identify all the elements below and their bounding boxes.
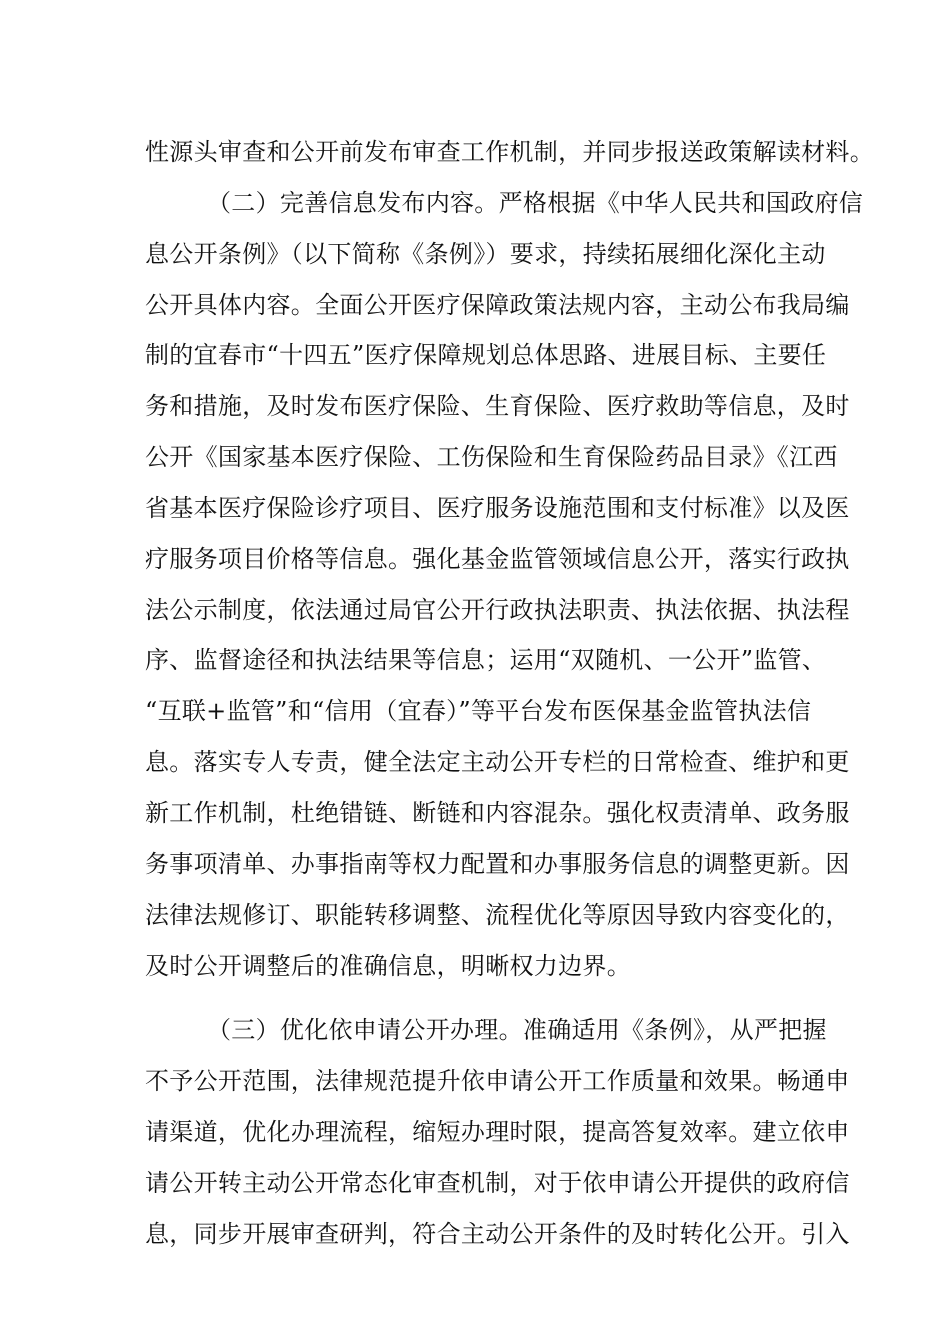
- paragraph-2-line-15: 法律法规修订、职能转移调整、流程优化等原因导致内容变化的，: [145, 900, 850, 929]
- paragraph-2-line-6: 公开《国家基本医疗保险、工伤保险和生育保险药品目录》《江西: [145, 443, 838, 472]
- paragraph-2-line-1: （二）完善信息发布内容。严格根据《中华人民共和国政府信: [207, 188, 864, 217]
- paragraph-2-line-16: 及时公开调整后的准确信息，明晰权力边界。: [145, 951, 631, 980]
- paragraph-2-line-2: 息公开条例》（以下简称《条例》）要求，持续拓展细化深化主动: [145, 239, 826, 268]
- document-body: [145, 127, 874, 1260]
- paragraph-3-line-3: 请渠道，优化办理流程，缩短办理时限，提高答复效率。建立依申: [145, 1118, 850, 1147]
- paragraph-2-line-3: 公开具体内容。全面公开医疗保障政策法规内容，主动公布我局编: [145, 290, 850, 319]
- paragraph-2-line-8: 疗服务项目价格等信息。强化基金监管领域信息公开，落实行政执: [145, 544, 850, 573]
- paragraph-2-line-11: “互联+监管”和“信用（宜春）”等平台发布医保基金监管执法信: [145, 697, 812, 726]
- paragraph-2-line-13: 新工作机制，杜绝错链、断链和内容混杂。强化权责清单、政务服: [145, 798, 850, 827]
- paragraph-3-line-4: 请公开转主动公开常态化审查机制，对于依申请公开提供的政府信: [145, 1168, 850, 1197]
- paragraph-2-line-7: 省基本医疗保险诊疗项目、医疗服务设施范围和支付标准》以及医: [145, 493, 850, 522]
- paragraph-2-line-9: 法公示制度，依法通过局官公开行政执法职责、执法依据、执法程: [145, 595, 850, 624]
- paragraph-3-line-2: 不予公开范围，法律规范提升依申请公开工作质量和效果。畅通申: [145, 1067, 850, 1096]
- paragraph-3-line-5: 息，同步开展审查研判，符合主动公开条件的及时转化公开。引入: [145, 1219, 850, 1248]
- paragraph-1-line-1: 性源头审查和公开前发布审查工作机制，并同步报送政策解读材料。: [145, 138, 874, 166]
- paragraph-3-line-1: （三）优化依申请公开办理。准确适用《条例》，从严把握: [207, 1016, 827, 1045]
- paragraph-2-line-10: 序、监督途径和执法结果等信息；运用“双随机、一公开”监管、: [145, 646, 827, 675]
- paragraph-2-line-5: 务和措施，及时发布医疗保险、生育保险、医疗救助等信息，及时: [145, 392, 850, 421]
- paragraph-2-line-14: 务事项清单、办事指南等权力配置和办事服务信息的调整更新。因: [145, 849, 850, 878]
- paragraph-gap: [145, 991, 810, 1005]
- paragraph-2-line-4: 制的宜春市“十四五”医疗保障规划总体思路、进展目标、主要任: [145, 341, 827, 370]
- paragraph-2-line-12: 息。落实专人专责，健全法定主动公开专栏的日常检查、维护和更: [145, 748, 850, 777]
